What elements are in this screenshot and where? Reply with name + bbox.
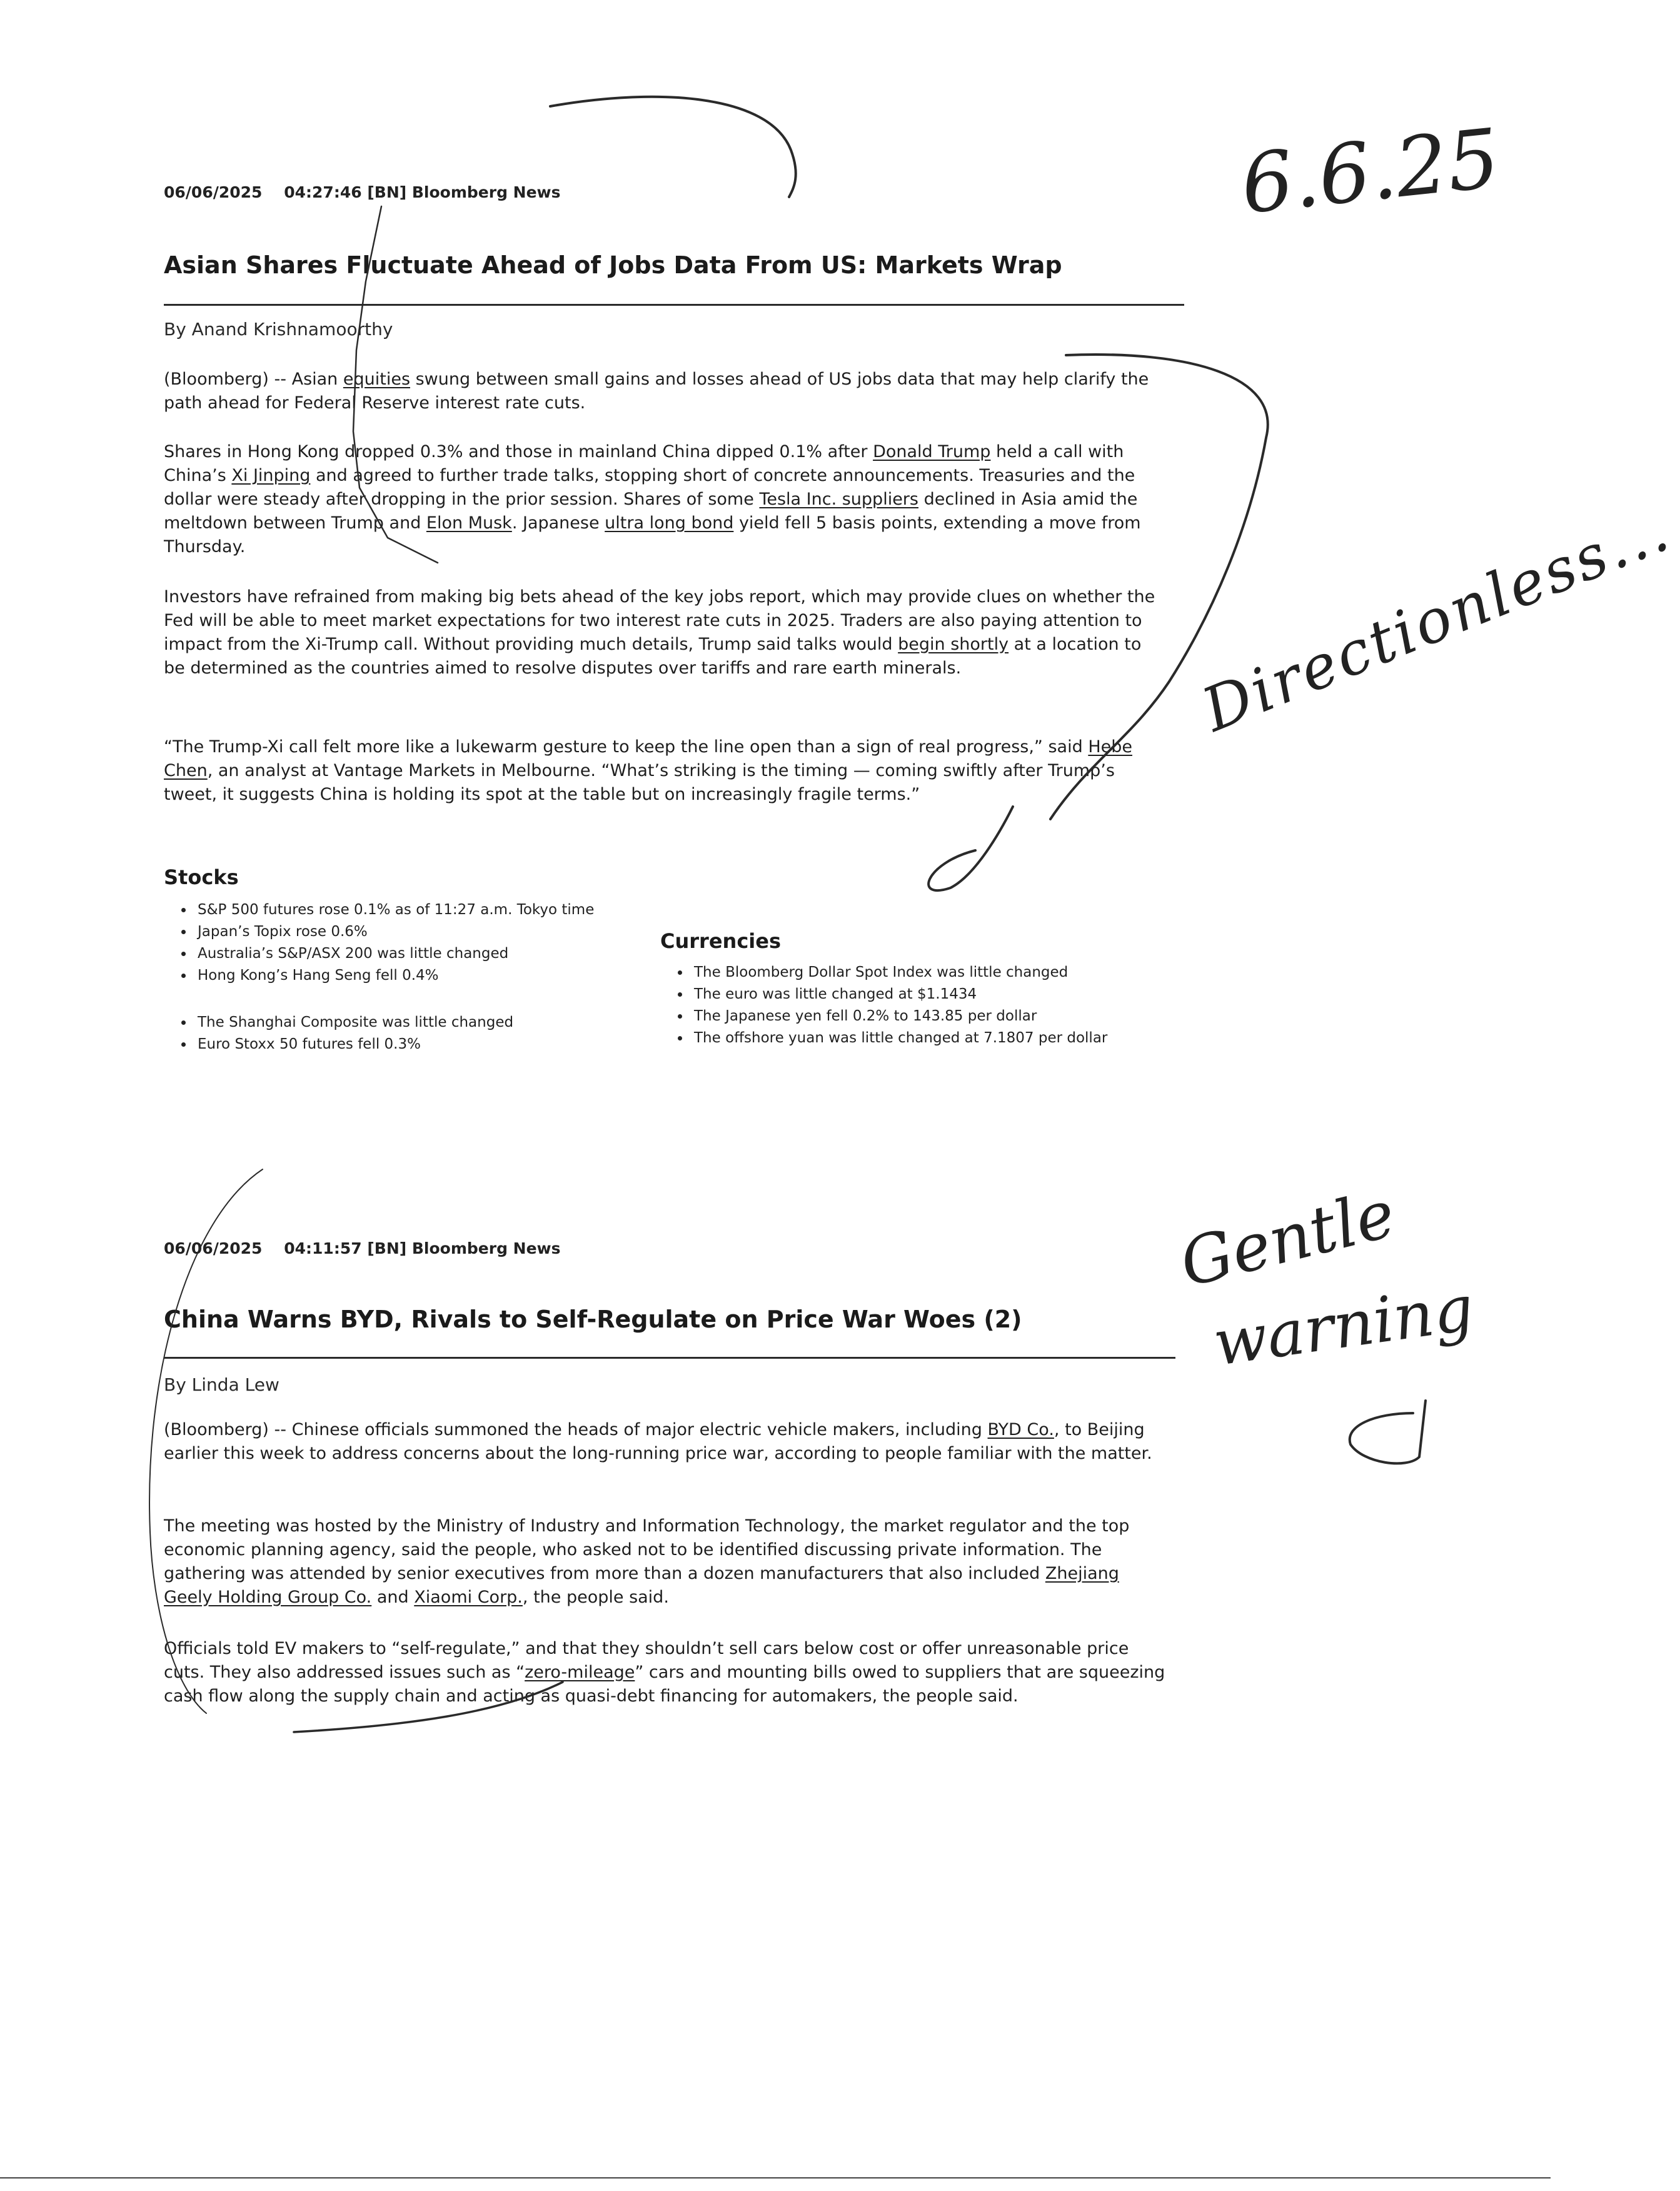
link-xi-jinping[interactable]: Xi Jinping [231, 466, 311, 485]
article1-headline-rule [164, 304, 1184, 306]
text-run: . Japanese [511, 513, 605, 533]
list-item: • The Bloomberg Dollar Spot Index was little changed [690, 962, 1107, 984]
link-xiaomi[interactable]: Xiaomi Corp. [414, 1588, 523, 1607]
article2-headline-rule [164, 1357, 1175, 1359]
article1-paragraph-4 [164, 735, 1170, 807]
text-run: (Bloomberg) -- Chinese officials summoned the heads of major electric vehicle makers, including [164, 1420, 988, 1439]
currencies-list [660, 962, 1107, 1049]
article2-byline: By Linda Lew [164, 1374, 279, 1395]
stocks-list-1 [164, 899, 594, 987]
article2-paragraph-1 [164, 1418, 1164, 1466]
article1-date: 06/06/2025 [164, 183, 263, 201]
article1-paragraph-2 [164, 440, 1178, 559]
stocks-list-2 [164, 1012, 513, 1055]
list-item: • S&P 500 futures rose 0.1% as of 11:27 a.m. Tokyo time [194, 899, 594, 921]
handwritten-date-note: 6.6.25 [1237, 110, 1504, 233]
article1-paragraph-1 [164, 368, 1164, 415]
link-equities[interactable]: equities [343, 370, 411, 389]
text-run: , an analyst at Vantage Markets in Melbourne. “What’s striking is the timing — coming swiftly after Trump’s tweet, it suggests China is holding its spot at the table but on increasingly fragile terms.” [164, 761, 1115, 804]
article2-headline: China Warns BYD, Rivals to Self-Regulate on Price War Woes (2) [164, 1306, 1022, 1333]
text-run: Investors have refrained from making big bets ahead of the key jobs report, which may provide clues on whether the Fed will be able to meet market expectations for two interest rate cuts in 2025. Traders are also paying attention to impact from the Xi-Trump call. Without providing much details, Trump said talks would [164, 587, 1155, 654]
article1-headline: Asian Shares Fluctuate Ahead of Jobs Data From US: Markets Wrap [164, 251, 1062, 279]
list-item: • The Japanese yen fell 0.2% to 143.85 per dollar [690, 1005, 1107, 1027]
article2-paragraph-2 [164, 1514, 1168, 1609]
text-run: yield fell 5 basis points, extending a move from Thursday. [164, 513, 1141, 557]
article2-time: 04:11:57 [284, 1239, 362, 1257]
text-run: Officials told EV makers to “self-regulate,” and that they shouldn’t sell cars below cost or offer unreasonable price cuts. They also addressed issues such as “ [164, 1639, 1129, 1682]
list-item: • Japan’s Topix rose 0.6% [194, 921, 594, 943]
text-run: held a call with China’s [164, 442, 1124, 485]
ink-loop-small [928, 807, 1013, 890]
text-run: ” cars and mounting bills owed to suppliers that are squeezing cash flow along the supply chain and acting as quasi-debt financing for automakers, the people said. [164, 1663, 1165, 1706]
list-item: • The euro was little changed at $1.1434 [690, 984, 1107, 1005]
article2-paragraph-3 [164, 1637, 1170, 1708]
link-byd[interactable]: BYD Co. [987, 1420, 1054, 1439]
text-run: and [371, 1588, 415, 1607]
text-run: “The Trump-Xi call felt more like a lukewarm gesture to keep the line open than a sign of real progress,” said [164, 737, 1089, 757]
handwritten-note-warning: warning [1209, 1271, 1478, 1380]
link-donald-trump[interactable]: Donald Trump [873, 442, 991, 461]
link-hebe-chen[interactable]: Hebe Chen [164, 737, 1132, 780]
link-geely[interactable]: Zhejiang Geely Holding Group Co. [164, 1564, 1119, 1607]
link-tesla-suppliers[interactable]: Tesla Inc. suppliers [759, 490, 918, 509]
text-run: Shares in Hong Kong dropped 0.3% and those in mainland China dipped 0.1% after [164, 442, 873, 461]
ink-gentle-arrow [1350, 1401, 1426, 1463]
list-item: • Euro Stoxx 50 futures fell 0.3% [194, 1034, 513, 1055]
stocks-title: Stocks [164, 865, 239, 889]
article2-meta [164, 1239, 561, 1257]
handwritten-note-gentle: Gentle [1172, 1175, 1402, 1302]
text-run: , to Beijing earlier this week to address concerns about the long-running price war, according to people familiar with the matter. [164, 1420, 1152, 1463]
text-run: declined in Asia amid the meltdown between Trump and [164, 490, 1138, 533]
article1-paragraph-3 [164, 585, 1164, 680]
link-begin-shortly[interactable]: begin shortly [898, 635, 1009, 654]
list-item: • Hong Kong’s Hang Seng fell 0.4% [194, 965, 594, 987]
text-run: swung between small gains and losses ahead of US jobs data that may help clarify the path ahead for Federal Reserve interest rate cuts. [164, 370, 1149, 413]
article1-meta [164, 183, 561, 201]
link-ultra-long-bond[interactable]: ultra long bond [605, 513, 734, 533]
article2-source: [BN] Bloomberg News [367, 1239, 561, 1257]
list-item: • The offshore yuan was little changed at 7.1807 per dollar [690, 1027, 1107, 1049]
ink-arc-top [550, 97, 796, 197]
list-item: • Australia’s S&P/ASX 200 was little changed [194, 943, 594, 965]
article1-time: 04:27:46 [284, 183, 362, 201]
currencies-title: Currencies [660, 929, 781, 953]
text-run: , the people said. [522, 1588, 669, 1607]
article1-byline: By Anand Krishnamoorthy [164, 319, 393, 340]
scan-edge-line [0, 2177, 1551, 2178]
article1-source: [BN] Bloomberg News [367, 183, 561, 201]
text-run: and agreed to further trade talks, stopping short of concrete announcements. Treasuries and the dollar were steady after dropping in the prior session. Shares of some [164, 466, 1135, 509]
handwritten-note-directionless: Directionless... [1193, 494, 1680, 745]
text-run: The meeting was hosted by the Ministry of Industry and Information Technology, the market regulator and the top economic planning agency, said the people, who asked not to be identified discussing private information. The gathering was attended by senior executives from more than a dozen manufacturers that also included [164, 1516, 1130, 1583]
link-zero-mileage[interactable]: zero-mileage [525, 1663, 635, 1682]
link-elon-musk[interactable]: Elon Musk [426, 513, 512, 533]
text-run: (Bloomberg) -- Asian [164, 370, 343, 389]
list-item: • The Shanghai Composite was little changed [194, 1012, 513, 1034]
text-run: at a location to be determined as the countries aimed to resolve disputes over tariffs and rare earth minerals. [164, 635, 1142, 678]
article2-date: 06/06/2025 [164, 1239, 263, 1257]
